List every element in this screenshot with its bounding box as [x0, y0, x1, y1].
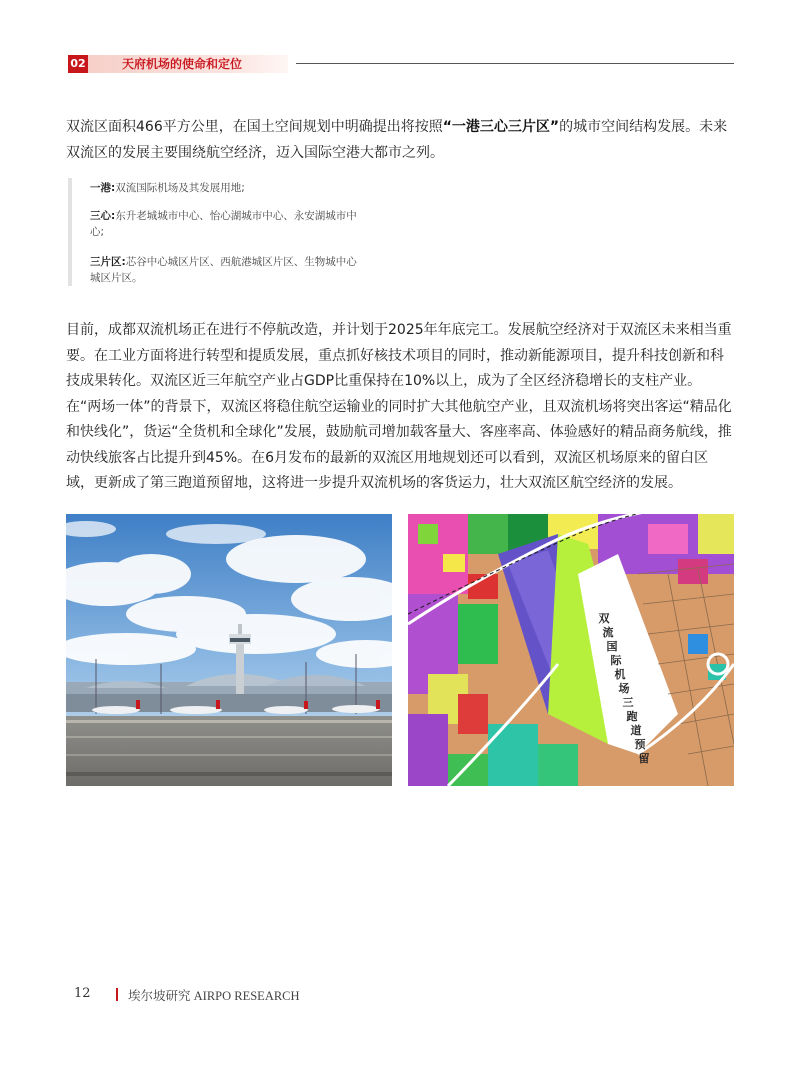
map-label-char: 流 — [602, 626, 614, 639]
map-label-char: 场 — [618, 682, 630, 695]
structure-desc: 东升老城城市中心、怡心湖城市中心、永安湖城市中心; — [90, 210, 357, 238]
structure-desc: 双流国际机场及其发展用地; — [115, 182, 245, 194]
map-label-char: 际 — [610, 654, 622, 667]
structure-item-port — [90, 180, 360, 196]
map-label-char: 机 — [614, 668, 626, 681]
airport-terminal-photo — [66, 514, 392, 786]
map-label-char: 国 — [606, 640, 618, 653]
footer-brand: 埃尔坡研究 AIRPO RESEARCH — [128, 989, 300, 1003]
section-number-badge: 02 — [68, 55, 88, 73]
map-label-char: 道 — [630, 724, 642, 737]
structure-quote-box — [68, 178, 372, 286]
structure-term: 三心: — [90, 210, 116, 222]
map-label-char: 留 — [638, 752, 650, 765]
map-label-char: 三 — [622, 696, 634, 709]
intro-text-before: 双流区面积466平方公里，在国土空间规划中明确提出将按照 — [66, 119, 443, 135]
structure-term: 三片区: — [90, 256, 126, 268]
section-title: 天府机场的使命和定位 — [122, 57, 243, 71]
airport-terminal-illustration — [66, 514, 392, 786]
body-paragraph: 目前，成都双流机场正在进行不停航改造，并计划于2025年年底完工。发展航空经济对于双流区未来相当重要。在工业方面将进行转型和提质发展，重点抓好核技术项目的同时，推动新能源项目，提升科技创新和科技成果转化。双流区近三年航空产业占GDP比重保持在10%以上，成为了全区经济稳增长的支柱产业。在“两场一体”的背景下，双流区将稳住航空运输业的同时扩大其他航空产业，且双流机场将突出客运“精品化和快线化”，货运“全货机和全球化”发展，鼓励航司增加载客量大、客座率高、体验感好的精品商务航线，推动快线旅客占比提升到45%。在6月发布的最新的双流区用地规划还可以看到，双流区机场原来的留白区域，更新成了第三跑道预留地，这将进一步提升双流机场的客货运力，壮大双流区航空经济的发展。 — [66, 322, 732, 491]
structure-term: 一港: — [90, 182, 116, 194]
structure-desc: 芯谷中心城区片区、西航港城区片区、生物城中心城区片区。 — [90, 256, 357, 284]
land-use-map — [408, 514, 734, 786]
header-divider — [296, 63, 734, 64]
intro-paragraph — [66, 115, 736, 166]
intro-text-after: 的城市空间结构发展。未来双流区的发展主要围绕航空经济，迈入国际空港大都市之列。 — [66, 119, 728, 161]
intro-highlight: “一港三心三片区” — [442, 119, 560, 135]
map-label-char: 跑 — [626, 710, 638, 723]
structure-item-centers — [90, 208, 360, 240]
map-label-char: 双 — [598, 612, 610, 625]
map-label-char: 预 — [634, 738, 646, 751]
land-use-map-illustration — [408, 514, 734, 786]
page-number: 12 — [74, 986, 91, 1001]
footer-divider — [116, 988, 118, 1001]
structure-item-districts — [90, 254, 360, 286]
